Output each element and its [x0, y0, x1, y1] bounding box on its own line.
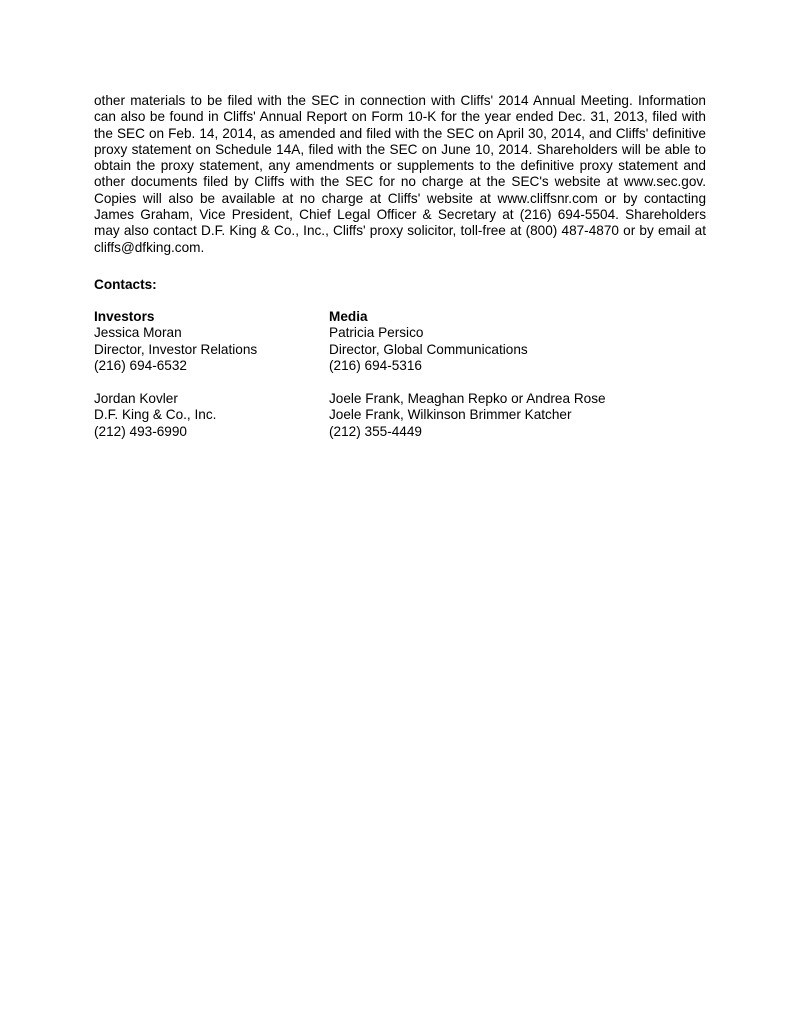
- investor-contact-name: Jessica Moran: [94, 325, 182, 341]
- media-column: [329, 309, 709, 440]
- media-contact-phone: (212) 355-4449: [329, 423, 422, 439]
- body-paragraph: other materials to be filed with the SEC in connection with Cliffs' 2014 Annual Meeting. Information can also be found in Cliffs' Annual Report on Form 10-K for the year ended Dec. 31, 2013, filed with the SEC on Feb. 14, 2014, as amended and filed with the SEC on April 30, 2014, and Cliffs' definitive proxy statement on Schedule 14A, filed with the SEC on June 10, 2014. Shareholders will be able to obtain the proxy statement, any amendments or supplements to the definitive proxy statement and other documents filed by Cliffs with the SEC for no charge at the SEC's website at www.sec.gov. Copies will also be available at no charge at Cliffs' website at www.cliffsnr.com or by contacting James Graham, Vice President, Chief Legal Officer & Secretary at (216) 694-5504. Shareholders may also contact D.F. King & Co., Inc., Cliffs' proxy solicitor, toll-free at (800) 487-4870 or by email at cliffs@dfking.com.: [94, 93, 706, 255]
- investor-contact-title: D.F. King & Co., Inc.: [94, 407, 217, 423]
- media-heading: Media: [329, 309, 368, 324]
- contact-group-spacer: [94, 374, 324, 391]
- investor-contact-name: Jordan Kovler: [94, 391, 178, 407]
- media-contact-phone: (216) 694-5316: [329, 357, 422, 373]
- media-contact-title: Director, Global Communications: [329, 341, 528, 357]
- investor-contact-title: Director, Investor Relations: [94, 341, 258, 357]
- media-contact-name: Patricia Persico: [329, 325, 424, 341]
- contact-group-spacer: [329, 374, 709, 391]
- investors-column: [94, 309, 324, 440]
- investor-contact-phone: (216) 694-6532: [94, 357, 187, 373]
- investor-contact-phone: (212) 493-6990: [94, 423, 187, 439]
- media-contact-name: Joele Frank, Meaghan Repko or Andrea Rose: [329, 391, 606, 407]
- investors-heading: Investors: [94, 309, 155, 324]
- contacts-heading: Contacts:: [94, 277, 157, 292]
- media-contact-title: Joele Frank, Wilkinson Brimmer Katcher: [329, 407, 572, 423]
